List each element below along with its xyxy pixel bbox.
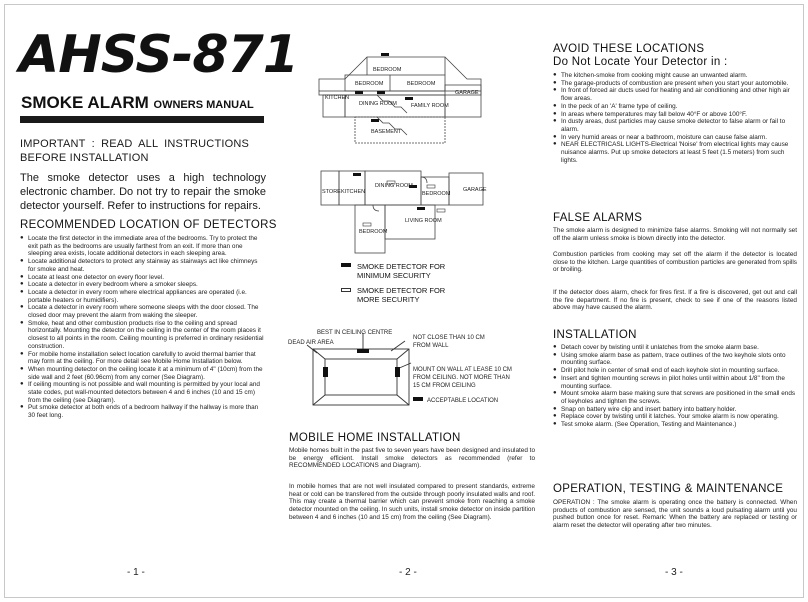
list-item: ● Locate the first detector in the immediate area of the bedrooms. Try to protect the exit path as the bedrooms are usually farthest from an exit. If more than one sleeping area exists, locate additional detectors in each sleeping area.: [20, 235, 264, 258]
mobile-home-paragraph-2: In mobile homes that are not well insulated compared to present standards, extreme heat or cold can be transfered from the outside through poorly insulated walls and roof. This may create a thermal barrier which can prevent smoke from reaching a smoke detector mounted on the ceiling. In such units, install smoke detector on inside partition between 4 and 6 inches (10 and 15 cm) from the ceiling (See Diagram).: [289, 483, 535, 521]
legend-text: SMOKE DETECTOR FOR: [357, 262, 446, 271]
operation-paragraph: OPERATION : The smoke alarm is operating once the battery is connected. When products of combustion are sensed, the unit sounds a loud pulsating alarm until you pushed button once for reset. Remark: When the battery are replaced or testing or alarm reset the detector will operating after two minutes.: [553, 499, 797, 530]
important-notice: [20, 137, 266, 165]
legend-minimum-security: [357, 262, 445, 280]
house-label: BASEMENT: [371, 129, 402, 135]
floor-plan-diagram: [317, 163, 487, 263]
list-item: ● Locate a detector in every bedroom where a smoker sleeps.: [20, 281, 264, 289]
list-item: ● Detach cover by twisting until it unlatches from the smoke alarm base.: [553, 344, 797, 352]
title-rule: [20, 116, 264, 123]
plan-label: KITCHEN: [341, 189, 366, 195]
avoid-subheading: Do Not Locate Your Detector in :: [553, 56, 728, 68]
room-label: FROM CEILING. NOT MORE THAN: [413, 375, 510, 381]
product-subtitle: [21, 93, 254, 113]
list-item: ● Locate a detector in every room where electrical appliances are operated (i.e. portable heaters or humidifiers).: [20, 289, 264, 304]
house-label: GARAGE: [455, 90, 479, 96]
plan-label: BEDROOM: [359, 229, 388, 235]
manual-page: [4, 4, 804, 598]
house-label: FAMILY ROOM: [411, 103, 449, 109]
room-label: NOT CLOSE THAN 10 CM: [413, 335, 485, 341]
list-item: ● In areas where temperatures may fall below 40°F or above 100°F.: [553, 111, 797, 119]
house-label: BEDROOM: [373, 67, 402, 73]
list-item: ● Put smoke detector at both ends of a bedroom hallway if the hallway is more than 30 feet long.: [20, 404, 264, 419]
list-item: ● Test smoke alarm. (See Operation, Testing and Maintenance.): [553, 421, 797, 429]
list-item: ● Locate additional detectors to protect any stairway as stairways act like chimneys for smoke and heat.: [20, 258, 264, 273]
false-alarms-heading: FALSE ALARMS: [553, 212, 643, 224]
recommended-list: [20, 235, 264, 420]
house-label: DINING ROOM: [359, 101, 397, 107]
installation-heading: INSTALLATION: [553, 329, 637, 341]
more-security-marker: [341, 288, 351, 292]
mobile-home-paragraph-1: Mobile homes built in the past five to seven years have been designed and insulated to be energy efficient. Install smoke detectors as recommended (refer to RECOMMENDED LOCATIONS and Diagram).: [289, 447, 535, 470]
page-number-2: - 2 -: [399, 567, 417, 578]
operation-heading: OPERATION, TESTING & MAINTENANCE: [553, 483, 784, 495]
false-alarms-paragraph-2: Combustion particles from cooking may set off the alarm if the detector is located close to the kitchen. Large quantities of combustion particles are generated from spills or broiling.: [553, 251, 797, 274]
room-label: DEAD AIR AREA: [288, 340, 334, 346]
important-line-1: IMPORTANT : READ ALL INSTRUCTIONS: [20, 138, 250, 150]
page-number-3: - 3 -: [665, 567, 683, 578]
subtitle-main: SMOKE ALARM: [21, 93, 149, 112]
recommended-heading: RECOMMENDED LOCATION OF DETECTORS: [20, 219, 277, 231]
page-number-1: - 1 -: [127, 567, 145, 578]
list-item: ● When mounting detector on the ceiling locate it at a minimum of 4" (10cm) from the side wall and 2 feet (60.96cm) from any corner (See Diagram).: [20, 366, 264, 381]
avoid-list: [553, 72, 797, 164]
room-label: FROM WALL: [413, 343, 449, 349]
list-item: ● Using smoke alarm base as pattern, trace outlines of the two keyhole slots onto mounting surface.: [553, 352, 797, 367]
list-item: ● In front of forced air ducts used for heating and air conditioning and other high air flow areas.: [553, 87, 797, 102]
room-label: 15 CM FROM CEILING: [413, 383, 476, 389]
false-alarms-paragraph-1: The smoke alarm is designed to minimize false alarms. Smoking will not normally set off the alarm unless smoke is blown directly into the detector.: [553, 227, 797, 242]
plan-label: LIVING ROOM: [405, 218, 442, 224]
false-alarms-paragraph-3: If the detector does alarm, check for fires first. If a fire is discovered, get out and call the fire department. If no fire is present, check to see if one of the reasons listed above may have caused the alarm.: [553, 289, 797, 312]
list-item: ● NEAR ELECTRICASL LIGHTS-Electrical 'Noise' from electrical lights may cause nuisance alarms. Put up smoke detectors at least 5 feet (1.5 meters) from such lights.: [553, 141, 797, 164]
list-item: ● If ceiling mounting is not possible and wall mounting is permitted by your local and state codes, put wall-mounted detectors between 4 and 6 inches (10 and 15 cm) from the ceiling (see Diagram).: [20, 381, 264, 404]
list-item: ● Snap on battery wire clip and insert battery into battery holder.: [553, 406, 797, 414]
minimum-security-marker: [341, 263, 351, 267]
list-item: ● Replace cover by twisting until it latches. Your smoke alarm is now operating.: [553, 413, 797, 421]
house-label: KITCHEN: [325, 95, 350, 101]
product-title: AHSS-871: [19, 25, 298, 85]
list-item: ● Locate a detector in every room where someone sleeps with the door closed. The closed door may prevent the alarm from waking the sleeper.: [20, 304, 264, 319]
avoid-heading: AVOID THESE LOCATIONS: [553, 43, 705, 55]
important-line-2: BEFORE INSTALLATION: [20, 152, 149, 164]
room-label: BEST IN CEILING CENTRE: [317, 330, 393, 336]
list-item: ● In dusty areas, dust particles may cause smoke detector to false alarm or fail to alarm.: [553, 118, 797, 133]
list-item: ● Smoke, heat and other combustion products rise to the ceiling and spread horizontally. Mounting the detector on the ceiling in the center of the room places it closest to all points in the room. Ceiling mounting is preferred in ordinary residential construction.: [20, 320, 264, 351]
house-label: BEDROOM: [407, 81, 436, 87]
legend-more-security: [357, 286, 445, 304]
list-item: ● Insert and tighten mounting screws in pilot holes until within about 1/8" from the mounting surface.: [553, 375, 797, 390]
house-cross-section-diagram: [315, 45, 485, 145]
plan-label: GARAGE: [463, 187, 487, 193]
legend-text: MINIMUM SECURITY: [357, 271, 431, 280]
installation-list: [553, 344, 797, 429]
legend-text: MORE SECURITY: [357, 295, 420, 304]
plan-label: STORE: [322, 189, 341, 195]
room-mounting-diagram: [285, 325, 525, 409]
legend-text: SMOKE DETECTOR FOR: [357, 286, 446, 295]
list-item: ● The garage-products of combustion are present when you start your automobile.: [553, 80, 797, 88]
plan-label: BEDROOM: [422, 191, 451, 197]
mobile-home-heading: MOBILE HOME INSTALLATION: [289, 432, 461, 444]
list-item: ● In the peck of an 'A' frame type of ceiling.: [553, 103, 797, 111]
list-item: ● In very humid areas or near a bathroom, moisture can cause false alarm.: [553, 134, 797, 142]
house-label: BEDROOM: [355, 81, 384, 87]
list-item: ● Locate at least one detector on every floor level.: [20, 274, 264, 282]
subtitle-small: OWNERS MANUAL: [153, 99, 254, 111]
room-label: MOUNT ON WALL AT LEASE 10 CM: [413, 367, 512, 373]
list-item: ● The kitchen-smoke from cooking might cause an unwanted alarm.: [553, 72, 797, 80]
list-item: ● For mobile home installation select location carefully to avoid thermal barrier that may form at the ceiling. For more detail see Mobile Home Installation below.: [20, 351, 264, 366]
room-label: ACCEPTABLE LOCATION: [427, 398, 499, 404]
plan-label: DINING ROOM: [375, 183, 413, 189]
intro-paragraph: The smoke detector uses a high technology electronic chamber. Do not try to repair the smoke detector yourself. Refer to instructions for repairs.: [20, 172, 266, 212]
list-item: ● Drill pilot hole in center of small end of each keyhole slot in mounting surface.: [553, 367, 797, 375]
list-item: ● Mount smoke alarm base making sure that screws are positioned in the small ends of keyholes and tighten the screws.: [553, 390, 797, 405]
